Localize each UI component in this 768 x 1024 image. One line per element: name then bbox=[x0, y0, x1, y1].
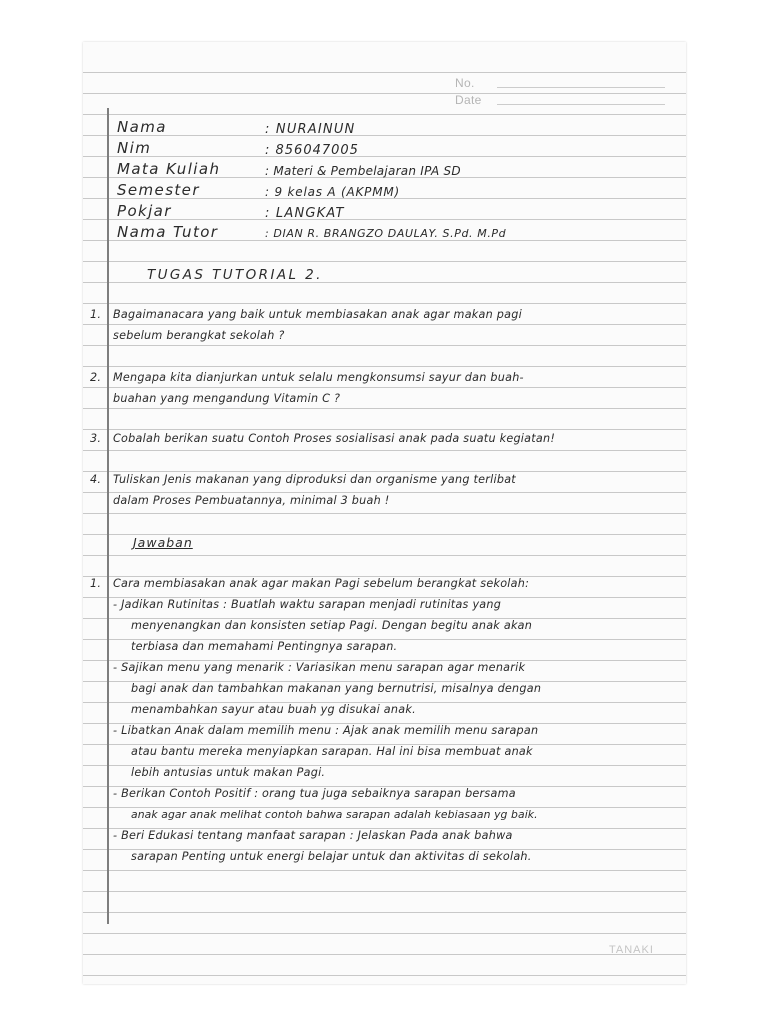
assignment-title: TUGAS TUTORIAL 2. bbox=[147, 267, 323, 283]
answer-line-11: - Berikan Contoh Positif : orang tua juga sebaiknya sarapan bersama bbox=[113, 787, 516, 800]
no-field-line bbox=[497, 87, 665, 88]
answer-line-13: - Beri Edukasi tentang manfaat sarapan : Jelaskan Pada anak bahwa bbox=[113, 829, 513, 842]
answer-line-4: terbiasa dan memahami Pentingnya sarapan. bbox=[131, 640, 398, 653]
header-value-mata-kuliah: : Materi & Pembelajaran IPA SD bbox=[265, 164, 461, 178]
answer-line-7: menambahkan sayur atau buah yg disukai anak. bbox=[131, 703, 416, 716]
header-label-semester: Semester bbox=[117, 181, 200, 199]
answer-1-number: 1. bbox=[90, 577, 102, 590]
no-label: No. bbox=[455, 76, 475, 90]
margin-line bbox=[107, 108, 109, 924]
brand-logo: TANAKI bbox=[609, 944, 654, 956]
date-label: Date bbox=[455, 93, 482, 107]
answer-line-1: Cara membiasakan anak agar makan Pagi sebelum berangkat sekolah: bbox=[113, 577, 530, 590]
answer-line-2: - Jadikan Rutinitas : Buatlah waktu sarapan menjadi rutinitas yang bbox=[113, 598, 502, 611]
question-2-number: 2. bbox=[90, 371, 102, 384]
question-2-line-2: buahan yang mengandung Vitamin C ? bbox=[113, 392, 341, 405]
question-4-number: 4. bbox=[90, 473, 102, 486]
question-4-line-2: dalam Proses Pembuatannya, minimal 3 buah ! bbox=[113, 494, 390, 507]
header-value-semester: : 9 kelas A (AKPMM) bbox=[265, 185, 401, 199]
header-value-nama: : NURAINUN bbox=[265, 122, 356, 137]
question-1-line-2: sebelum berangkat sekolah ? bbox=[113, 329, 285, 342]
answer-line-9: atau bantu mereka menyiapkan sarapan. Hal ini bisa membuat anak bbox=[131, 745, 533, 758]
answer-line-14: sarapan Penting untuk energi belajar untuk dan aktivitas di sekolah. bbox=[131, 850, 532, 863]
header-label-pokjar: Pokjar bbox=[117, 202, 172, 220]
question-4-line-1: Tuliskan Jenis makanan yang diproduksi dan organisme yang terlibat bbox=[113, 473, 516, 486]
answer-line-10: lebih antusias untuk makan Pagi. bbox=[131, 766, 326, 779]
answer-line-3: menyenangkan dan konsisten setiap Pagi. Dengan begitu anak akan bbox=[131, 619, 533, 632]
answer-line-6: bagi anak dan tambahkan makanan yang bernutrisi, misalnya dengan bbox=[131, 682, 542, 695]
header-label-nama-tutor: Nama Tutor bbox=[117, 223, 219, 241]
header-label-mata-kuliah: Mata Kuliah bbox=[117, 160, 221, 178]
question-1-number: 1. bbox=[90, 308, 102, 321]
question-2-line-1: Mengapa kita dianjurkan untuk selalu mengkonsumsi sayur dan buah- bbox=[113, 371, 524, 384]
question-3-number: 3. bbox=[90, 432, 102, 445]
header-value-pokjar: : LANGKAT bbox=[265, 206, 345, 221]
header-label-nama: Nama bbox=[117, 118, 167, 136]
answer-line-8: - Libatkan Anak dalam memilih menu : Ajak anak memilih menu sarapan bbox=[113, 724, 539, 737]
question-1-line-1: Bagaimanacara yang baik untuk membiasakan anak agar makan pagi bbox=[113, 308, 522, 321]
header-value-nama-tutor: : DIAN R. BRANGZO DAULAY. S.Pd. M.Pd bbox=[265, 227, 507, 240]
date-field-line bbox=[497, 104, 665, 105]
answer-heading: Jawaban bbox=[133, 535, 193, 550]
answer-line-5: - Sajikan menu yang menarik : Variasikan menu sarapan agar menarik bbox=[113, 661, 526, 674]
header-label-nim: Nim bbox=[117, 139, 152, 157]
question-3-line-1: Cobalah berikan suatu Contoh Proses sosialisasi anak pada suatu kegiatan! bbox=[113, 432, 556, 445]
header-value-nim: : 856047005 bbox=[265, 143, 359, 158]
answer-line-12: anak agar anak melihat contoh bahwa sarapan adalah kebiasaan yg baik. bbox=[131, 808, 538, 821]
